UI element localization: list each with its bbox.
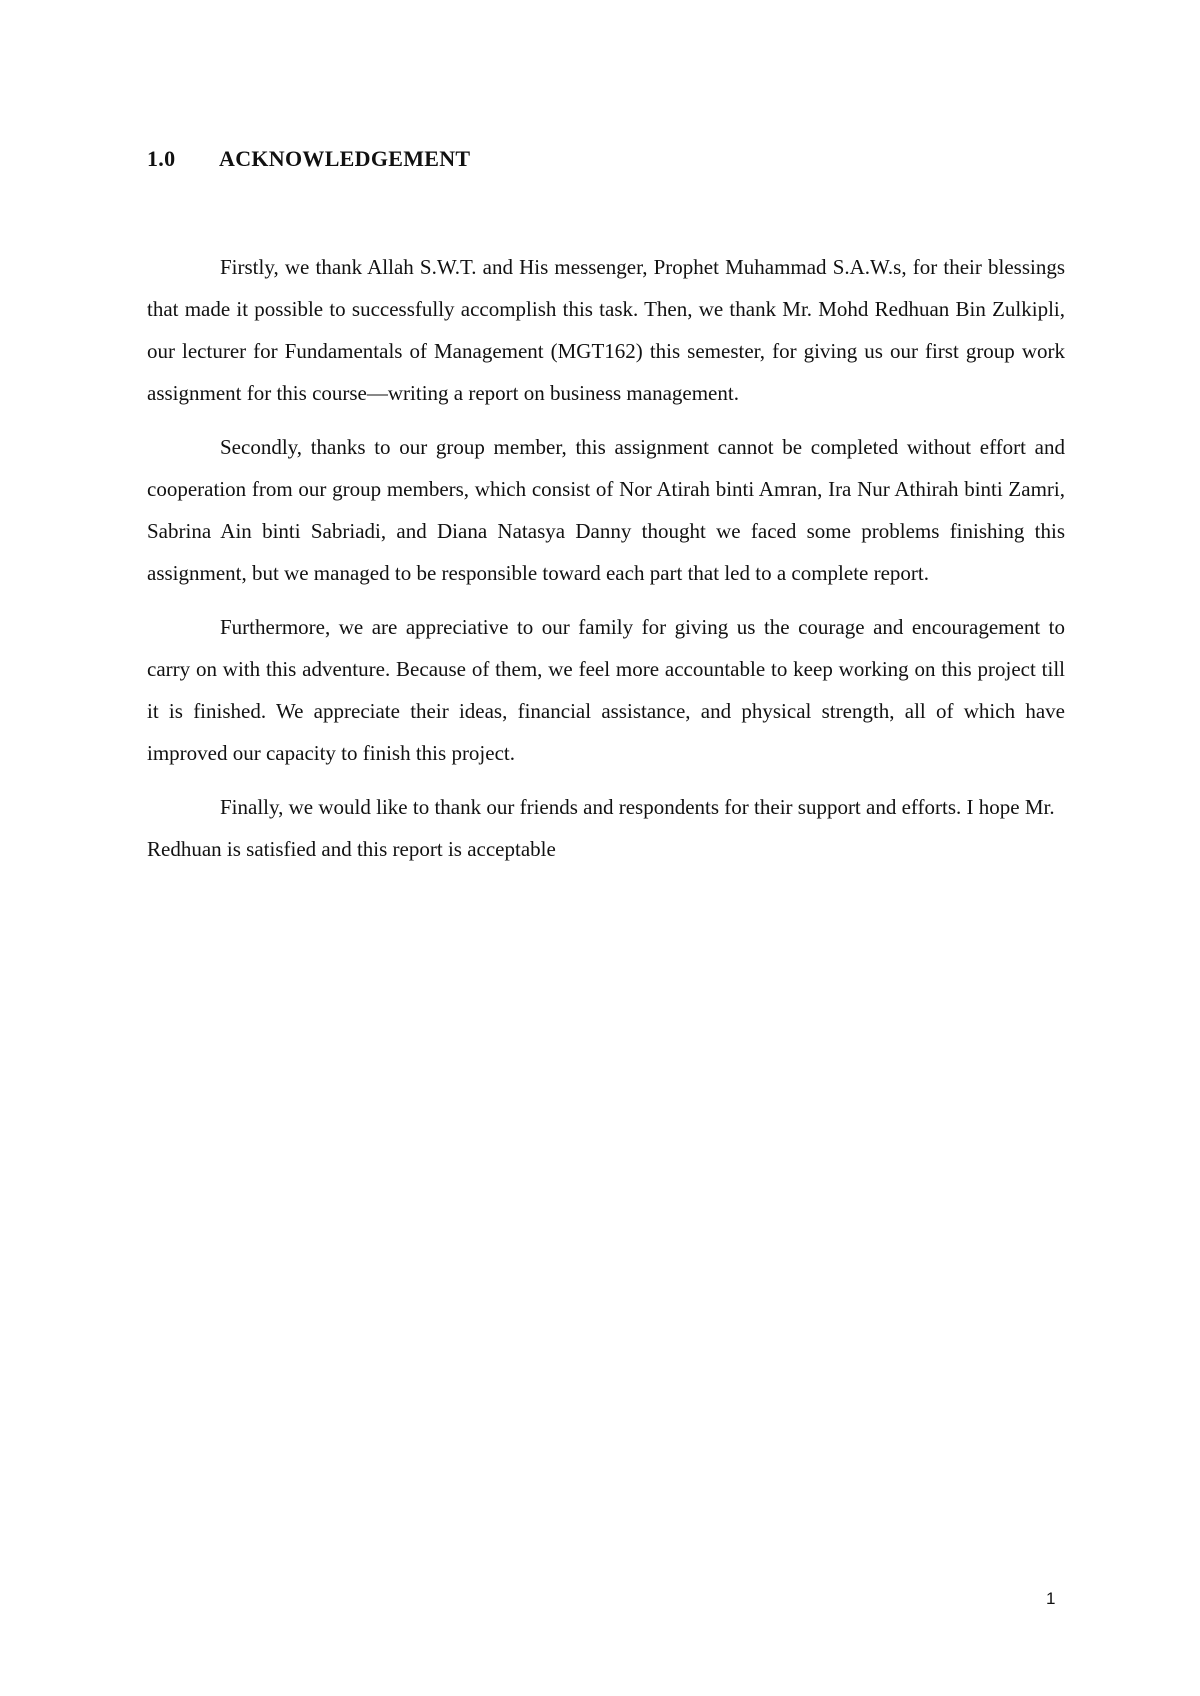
paragraph-2: Secondly, thanks to our group member, this assignment cannot be completed without effort and cooperation from our group members, which consist of Nor Atirah binti Amran, Ira Nur Athirah binti Zamri, Sabrina Ain binti Sabriadi, and Diana Natasya Danny thought we faced some problems finishing this assignment, but we managed to be responsible toward each part that led to a complete report. (147, 435, 1065, 585)
paragraph-4: Finally, we would like to thank our friends and respondents for their support and efforts. I hope Mr. Redhuan is satisfied and this report is acceptable (147, 795, 1055, 861)
section-heading (147, 146, 470, 172)
paragraph-1: Firstly, we thank Allah S.W.T. and His messenger, Prophet Muhammad S.A.W.s, for their blessings that made it possible to successfully accomplish this task. Then, we thank Mr. Mohd Redhuan Bin Zulkipli, our lecturer for Fundamentals of Management (MGT162) this semester, for giving us our first group work assignment for this course—writing a report on business management. (147, 255, 1065, 405)
acknowledgement-body (147, 246, 1065, 882)
paragraph-3: Furthermore, we are appreciative to our family for giving us the courage and encouragement to carry on with this adventure. Because of them, we feel more accountable to keep working on this project till it is finished. We appreciate their ideas, financial assistance, and physical strength, all of which have improved our capacity to finish this project. (147, 615, 1065, 765)
section-number: 1.0 (147, 146, 176, 171)
page-number: 1 (1046, 1589, 1056, 1608)
section-title: ACKNOWLEDGEMENT (219, 146, 471, 171)
